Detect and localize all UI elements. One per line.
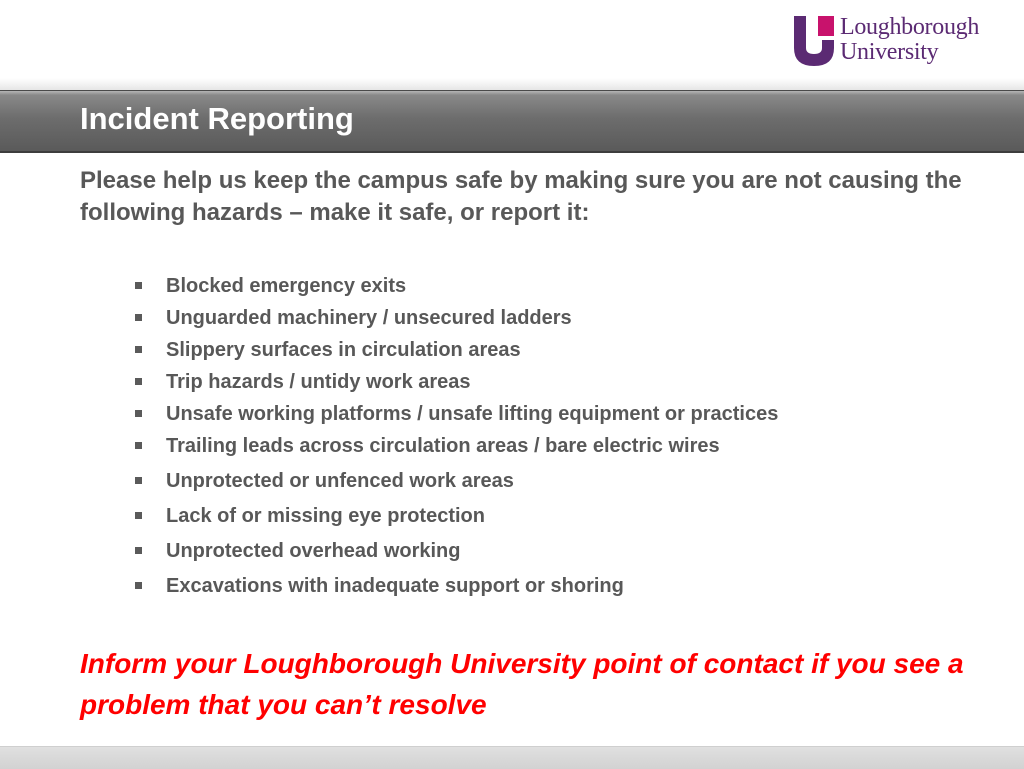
hazard-item [133,430,963,462]
hazard-label: Lack of or missing eye protection [166,505,485,527]
header-shadow [0,78,1024,90]
square-bullet-icon [135,314,142,321]
hazard-item [133,535,963,567]
hazard-item [133,334,963,366]
slide-title: Incident Reporting [80,101,354,136]
square-bullet-icon [135,512,142,519]
hazard-label: Trailing leads across circulation areas / bare electric wires [166,435,720,457]
intro-text: Please help us keep the campus safe by making sure you are not causing the following hazards – make it safe, or report it: [80,167,962,226]
hazard-label: Excavations with inadequate support or shoring [166,575,624,597]
hazard-item [133,366,963,398]
hazard-label: Blocked emergency exits [166,275,407,297]
title-bar-highlight [0,91,1024,95]
hazard-item [133,398,963,430]
hazard-label: Unsafe working platforms / unsafe lifting equipment or practices [166,403,779,425]
logo-line-1: Loughborough [840,14,980,40]
square-bullet-icon [135,410,142,417]
square-bullet-icon [135,282,142,289]
contact-callout: Inform your Loughborough University point of contact if you see a problem that you can’t resolve [80,648,964,720]
square-bullet-icon [135,547,142,554]
hazard-label: Trip hazards / untidy work areas [166,371,471,393]
hazard-list [133,270,963,602]
hazard-label: Unguarded machinery / unsecured ladders [166,307,572,329]
university-logo [794,14,1009,68]
hazard-label: Unprotected overhead working [166,540,461,562]
hazard-item [133,500,963,532]
hazard-item [133,270,963,302]
hazard-item [133,465,963,497]
logo-line-2: University [840,39,939,65]
square-bullet-icon [135,477,142,484]
hazard-label: Slippery surfaces in circulation areas [166,339,521,361]
square-bullet-icon [135,582,142,589]
footer-band [0,746,1024,769]
shield-icon [794,16,834,66]
square-bullet-icon [135,346,142,353]
hazard-label: Unprotected or unfenced work areas [166,470,514,492]
logo-wordmark [840,15,979,65]
square-bullet-icon [135,442,142,449]
hazard-item [133,570,963,602]
hazard-item [133,302,963,334]
square-bullet-icon [135,378,142,385]
